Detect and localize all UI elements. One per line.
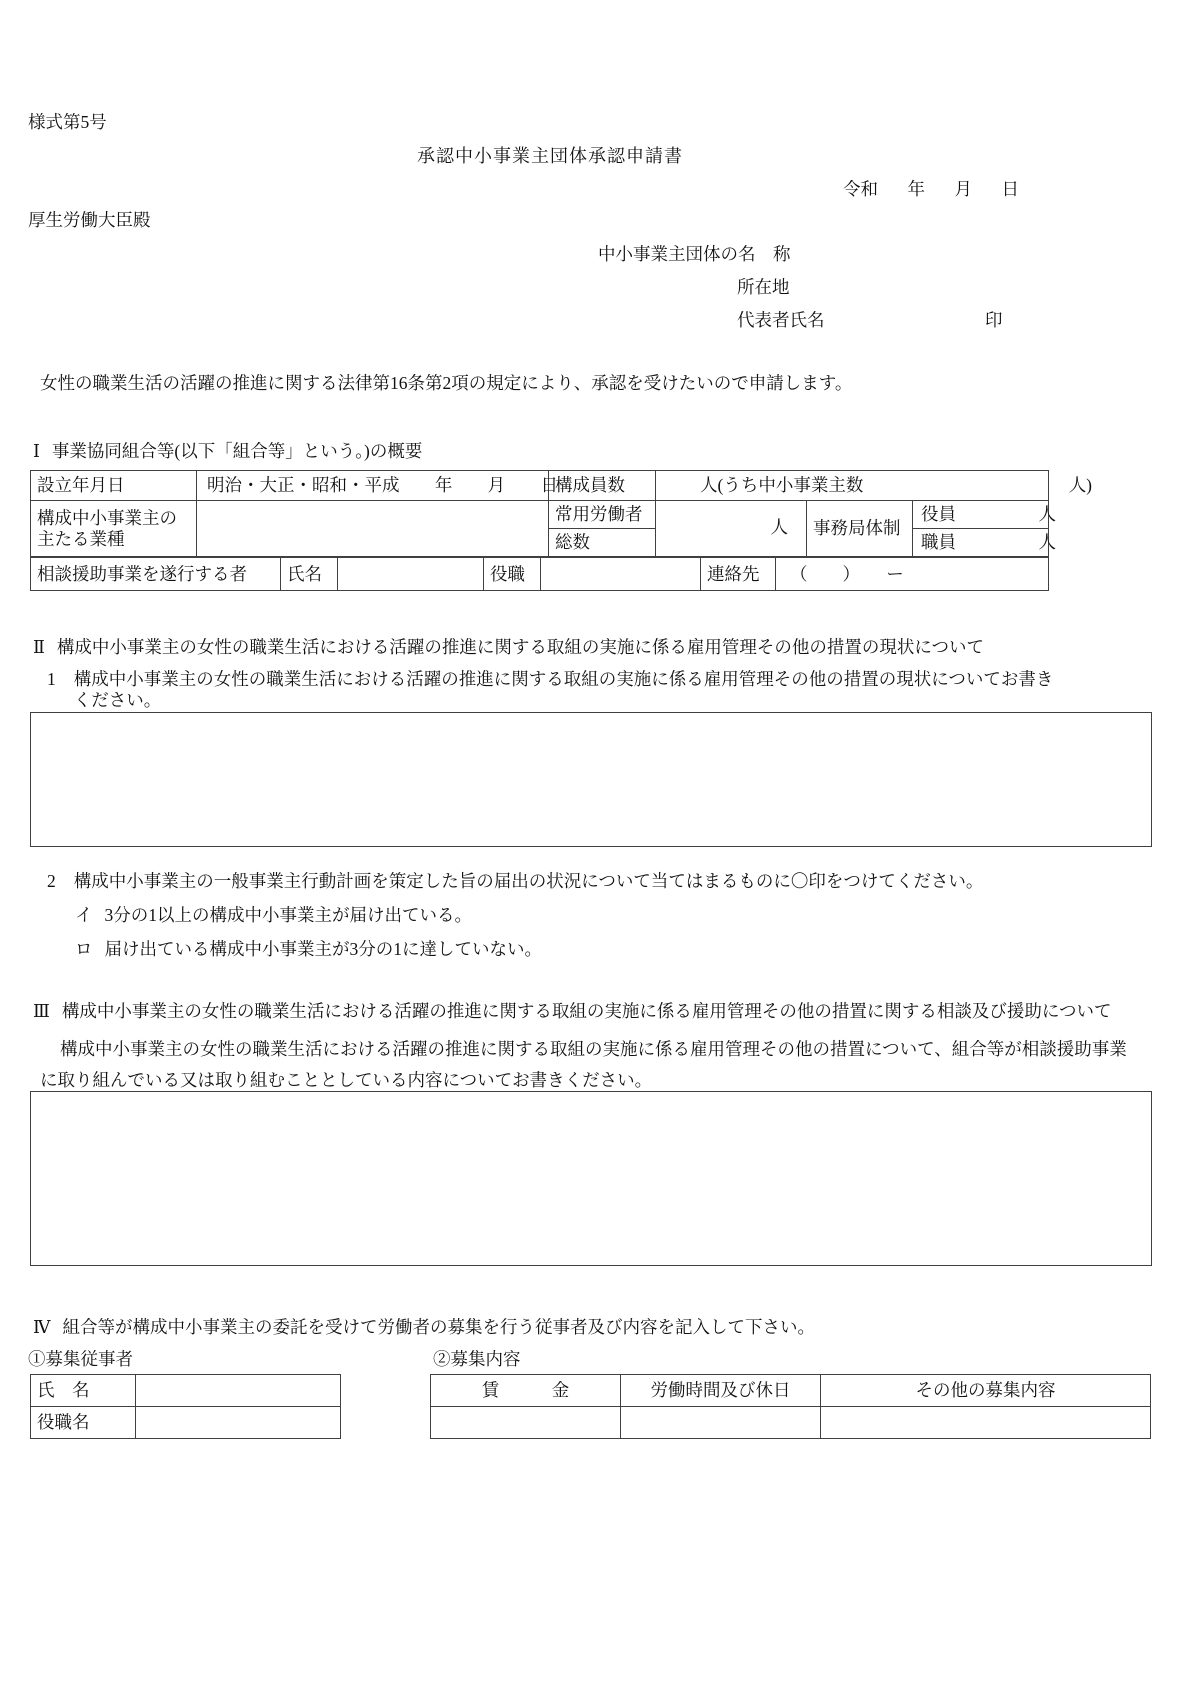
wage-header: 賃 金 <box>431 1375 621 1407</box>
section2-item1-number: 1 <box>47 669 56 689</box>
section2-item1 <box>47 669 1064 711</box>
section2-option-ro <box>75 939 542 960</box>
hours-value-cell <box>621 1407 821 1439</box>
regular-workers-value-cell <box>656 501 807 557</box>
recruiter-table <box>30 1374 341 1439</box>
section2-option-i-marker: イ <box>75 905 93 925</box>
counselor-name-value-cell <box>338 558 484 591</box>
contact-label: 連絡先 <box>701 558 776 591</box>
staff-cell <box>913 529 1057 557</box>
section3-heading <box>33 1001 1112 1022</box>
recruiter-position-value-cell <box>136 1407 341 1439</box>
section2-option-i <box>75 905 472 926</box>
era-options-label: 明治・大正・昭和・平成 <box>207 475 400 495</box>
date-day-label: 日 <box>1001 179 1019 199</box>
recruiter-position-label: 役職名 <box>31 1407 136 1439</box>
members-unit-left-label: 人(うち中小事業主数 <box>700 475 864 495</box>
section1-numeral: Ⅰ <box>33 441 40 461</box>
counselor-position-value-cell <box>541 558 701 591</box>
section2-item1-text: 構成中小事業主の女性の職業生活における活躍の推進に関する取組の実施に係る雇用管理その他の措置の現状についてお書きください。 <box>73 669 1054 710</box>
workers-total-label: 総数 <box>549 529 656 557</box>
section2-heading <box>33 637 984 658</box>
counselor-table <box>30 557 1049 591</box>
representative-label: 代表者氏名 <box>737 310 825 330</box>
hours-header: 労働時間及び休日 <box>621 1375 821 1407</box>
recruitment-content-table <box>430 1374 1151 1439</box>
seal-label: 印 <box>985 310 1003 330</box>
day-unit-label: 日 <box>540 475 558 495</box>
counselor-name-label: 氏名 <box>281 558 338 591</box>
section2-item2 <box>47 871 1094 892</box>
members-count-cell <box>656 471 1093 501</box>
overview-table <box>30 470 1093 557</box>
section2-option-ro-marker: ロ <box>75 939 93 959</box>
section3-instructions-line2: に取り組んでいる又は取り組むこととしている内容についてお書きください。 <box>40 1070 653 1090</box>
section3-heading-text: 構成中小事業主の女性の職業生活における活躍の推進に関する取組の実施に係る雇用管理その他の措置に関する相談及び援助について <box>61 1001 1112 1021</box>
date-month-label: 月 <box>954 179 972 199</box>
month-unit-label: 月 <box>487 475 506 495</box>
document-title: 承認中小事業主団体承認申請書 <box>417 146 683 166</box>
officers-cell <box>913 501 1057 529</box>
regular-workers-label: 常用労働者 <box>549 501 656 529</box>
establishment-date-label: 設立年月日 <box>31 471 197 501</box>
staff-unit-label: 人 <box>1038 532 1057 552</box>
section4-heading <box>33 1317 815 1338</box>
other-header: その他の募集内容 <box>821 1375 1151 1407</box>
officers-unit-label: 人 <box>1038 504 1057 524</box>
main-industry-label-line2: 主たる業種 <box>37 528 125 549</box>
office-structure-label: 事務局体制 <box>807 501 913 557</box>
section3-instructions <box>40 1034 1127 1096</box>
date-era-label: 令和 <box>843 179 878 199</box>
address-label: 所在地 <box>737 277 790 297</box>
year-unit-label: 年 <box>434 475 453 495</box>
section1-heading <box>33 441 422 462</box>
recruiter-name-value-cell <box>136 1375 341 1407</box>
section2-item2-text: 構成中小事業主の一般事業主行動計画を策定した旨の届出の状況について当てはまるものに〇印をつけてください。 <box>73 871 984 891</box>
section4-numeral: Ⅳ <box>33 1317 51 1337</box>
section3-numeral: Ⅲ <box>33 1001 50 1021</box>
application-statement: 女性の職業生活の活躍の推進に関する法律第16条第2項の規定により、承認を受けたいので申請します。 <box>40 373 853 393</box>
counselor-label: 相談援助事業を遂行する者 <box>31 558 281 591</box>
org-name-label: 中小事業主団体の名 称 <box>598 244 791 264</box>
recruiter-subheading: ①募集従事者 <box>28 1349 133 1369</box>
workers-unit-label: 人 <box>770 517 788 537</box>
section3-response-box <box>30 1091 1152 1266</box>
section2-numeral: Ⅱ <box>33 637 45 657</box>
date-year-label: 年 <box>907 179 925 199</box>
section4-heading-text: 組合等が構成中小事業主の委託を受けて労働者の募集を行う従事者及び内容を記入して下さい。 <box>62 1317 815 1337</box>
section2-item2-number: 2 <box>47 871 56 891</box>
wage-value-cell <box>431 1407 621 1439</box>
staff-label: 職員 <box>921 532 956 552</box>
section2-response-box <box>30 712 1152 847</box>
members-count-label: 構成員数 <box>549 471 656 501</box>
recruitment-content-subheading: ②募集内容 <box>433 1349 521 1369</box>
counselor-position-label: 役職 <box>484 558 541 591</box>
section1-heading-text: 事業協同組合等(以下「組合等」という。)の概要 <box>51 441 423 461</box>
section2-option-ro-text: 届け出ている構成中小事業主が3分の1に達していない。 <box>104 939 542 959</box>
recruiter-name-label: 氏 名 <box>31 1375 136 1407</box>
form-number: 様式第5号 <box>28 112 107 132</box>
section2-option-i-text: 3分の1以上の構成中小事業主が届け出ている。 <box>104 905 472 925</box>
establishment-date-cell <box>197 471 558 501</box>
section2-heading-text: 構成中小事業主の女性の職業生活における活躍の推進に関する取組の実施に係る雇用管理その他の措置の現状について <box>56 637 985 657</box>
main-industry-label-line1: 構成中小事業主の <box>37 507 177 528</box>
main-industry-value-cell <box>197 501 549 557</box>
contact-value-cell: （ ） ー <box>776 558 1049 591</box>
section3-instructions-line1: 構成中小事業主の女性の職業生活における活躍の推進に関する取組の実施に係る雇用管理その他の措置について、組合等が相談援助事業 <box>60 1039 1127 1059</box>
officers-label: 役員 <box>921 504 956 524</box>
members-unit-right-label: 人) <box>1068 475 1093 495</box>
date-line <box>843 179 1019 200</box>
other-value-cell <box>821 1407 1151 1439</box>
addressee: 厚生労働大臣殿 <box>28 210 151 230</box>
main-industry-label <box>31 501 197 557</box>
